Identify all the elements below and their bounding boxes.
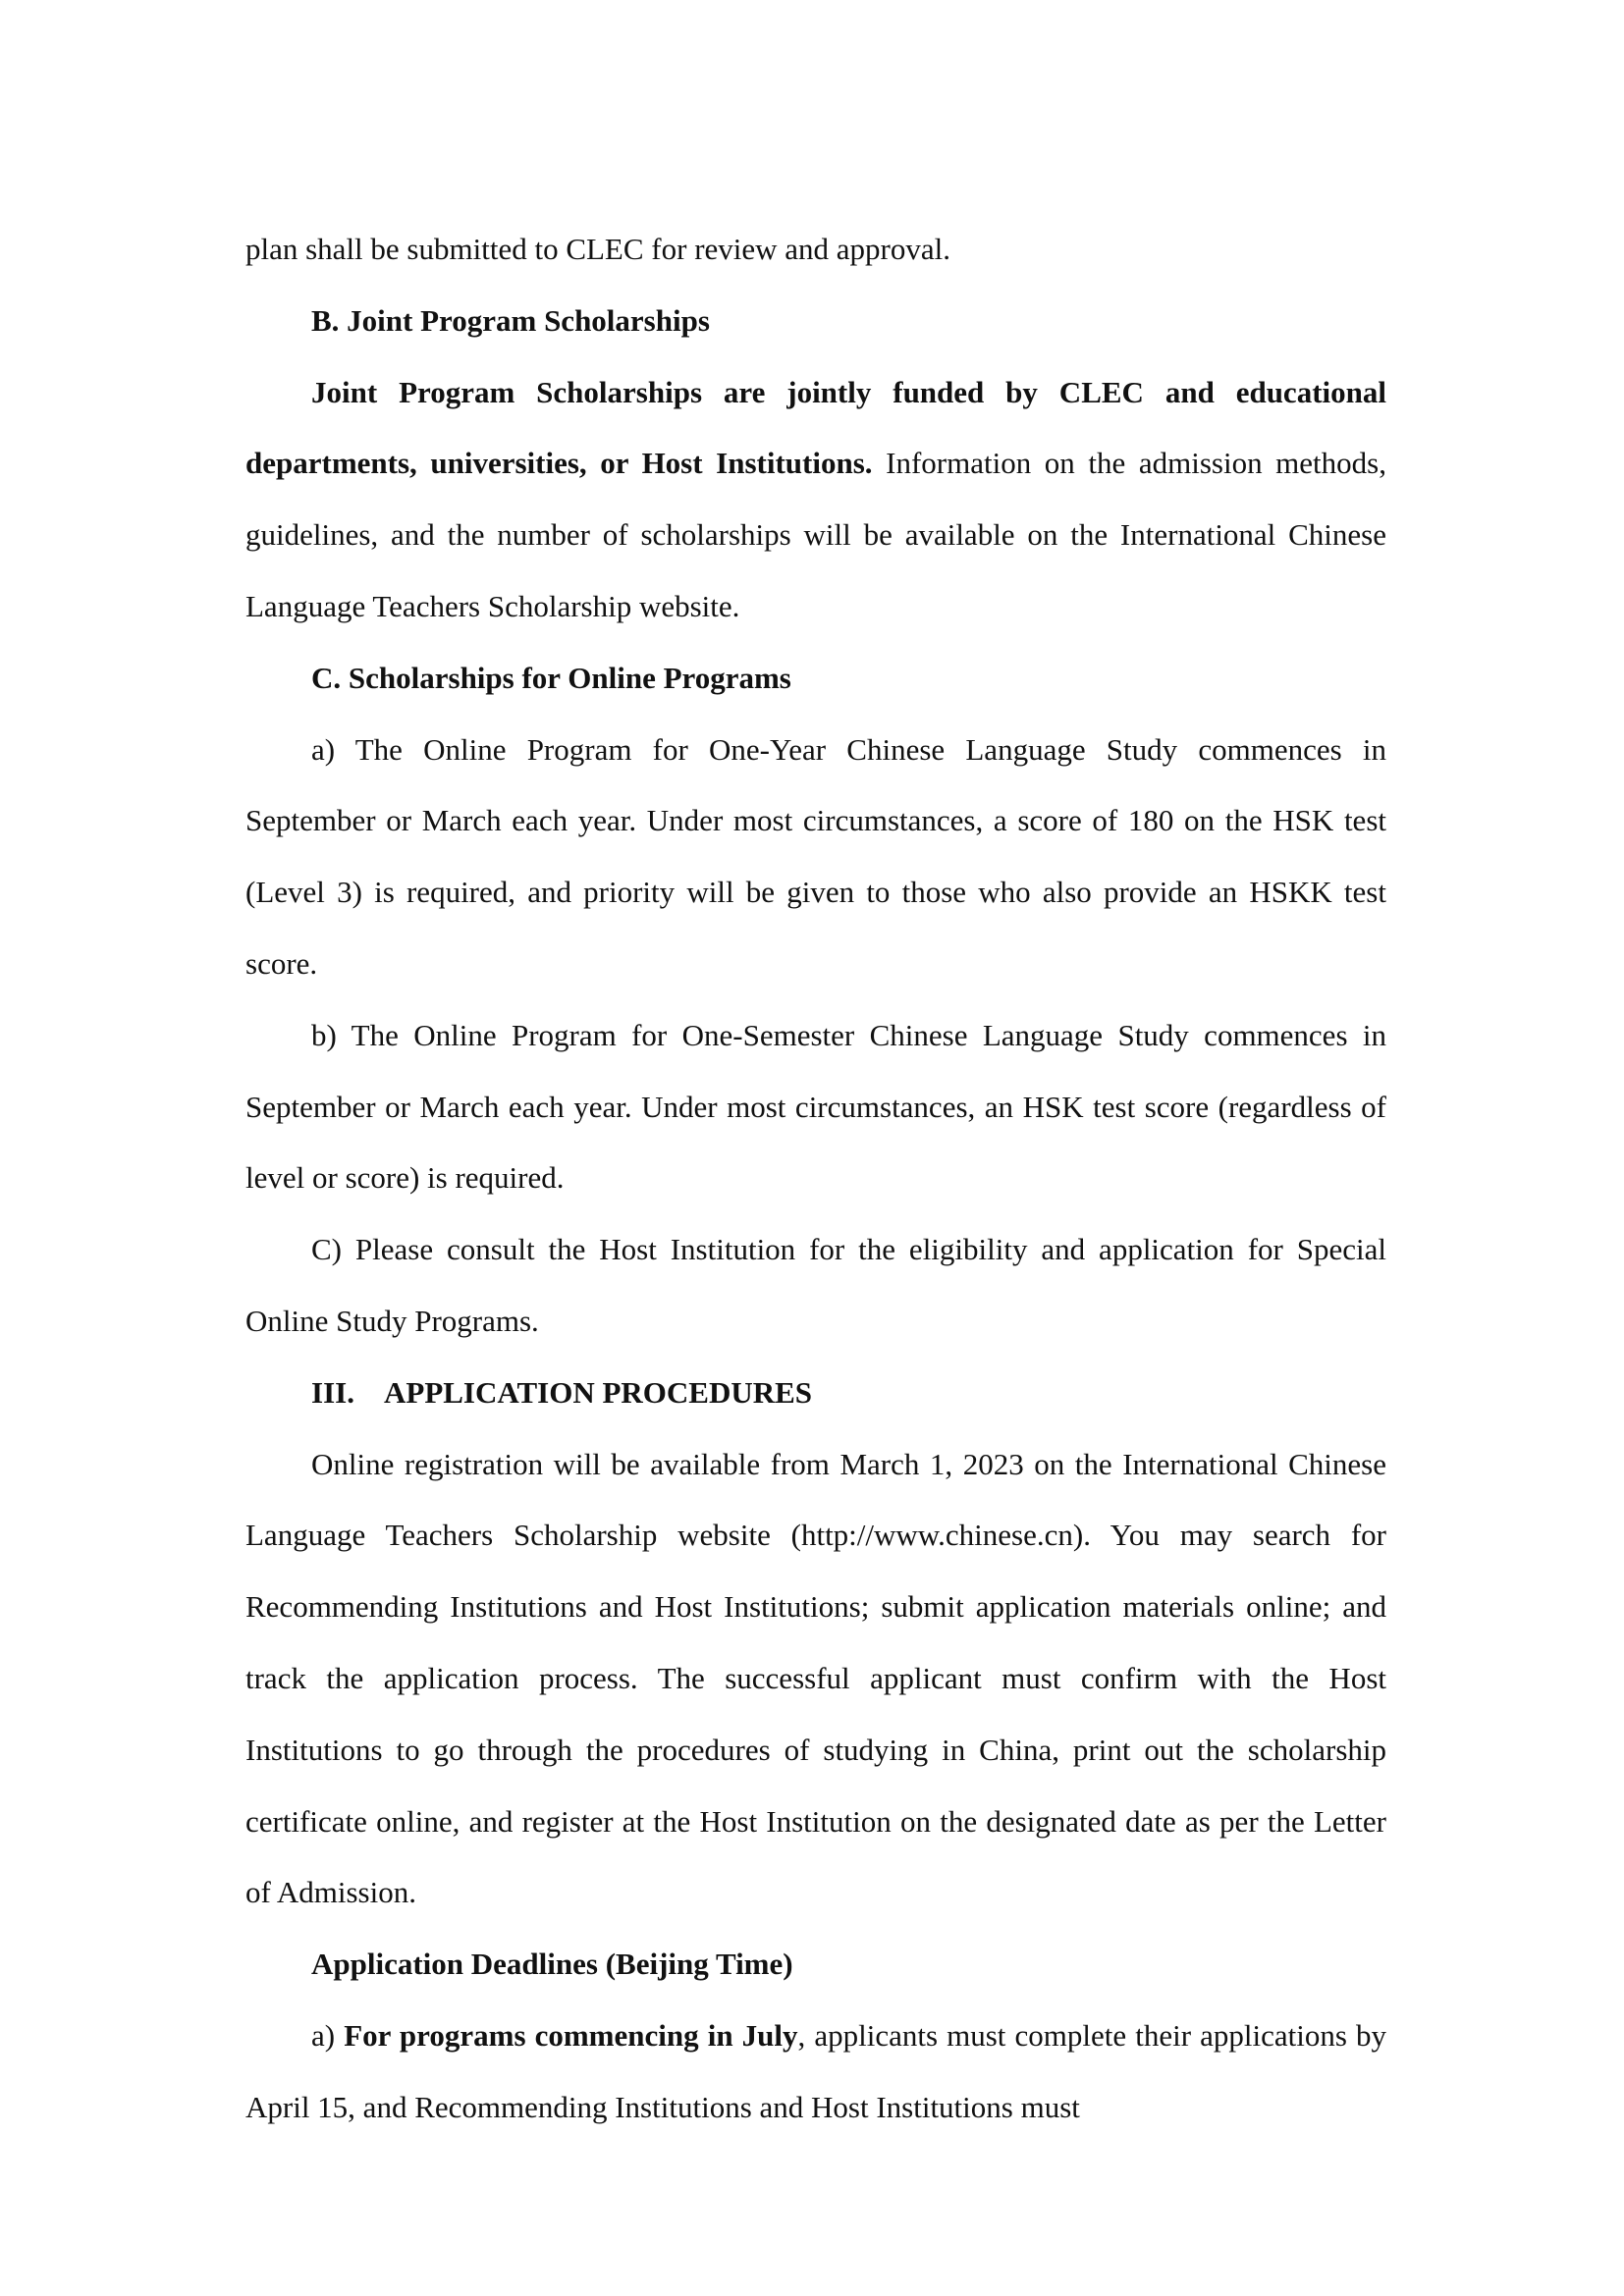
- body-text: [245, 214, 1386, 2144]
- paragraph-online-one-year: a) The Online Program for One-Year Chinese Language Study commences in September or March each year. Under most circumstances, a score of 180 on the HSK test (Level 3) is required, and priority will be given to those who also provide an HSKK test score.: [245, 731, 1386, 981]
- deadline-text: , applicants must complete their applications by April 15, and Recommending Institutions and Host Institutions must: [245, 2017, 1387, 2124]
- paragraph-joint-program: [245, 357, 1386, 643]
- paragraph-special-online: C) Please consult the Host Institution for the eligibility and application for Special Online Study Programs.: [245, 1232, 1386, 1338]
- heading-application-procedures: [245, 1358, 1386, 1429]
- paragraph-deadline-july: [245, 2001, 1386, 2144]
- heading-application-deadlines: Application Deadlines (Beijing Time): [311, 1947, 793, 1982]
- deadline-bold-text: For programs commencing in July: [344, 2017, 798, 2053]
- section-title: APPLICATION PROCEDURES: [384, 1374, 813, 1410]
- joint-program-text: Information on the admission methods, guidelines, and the number of scholarships will be available on the International Chinese Language Teachers Scholarship website.: [245, 446, 1386, 623]
- heading-joint-program-scholarships: B. Joint Program Scholarships: [311, 302, 710, 338]
- deadline-prefix: a): [311, 2017, 345, 2053]
- paragraph-online-one-semester: b) The Online Program for One-Semester Chinese Language Study commences in September or March each year. Under most circumstances, an HSK test score (regardless of level or score) is required.: [245, 1017, 1386, 1196]
- paragraph-plan-approval: plan shall be submitted to CLEC for review and approval.: [245, 232, 950, 266]
- joint-program-bold-text: Joint Program Scholarships are jointly funded by CLEC and educational departments, universities, or Host Institutions.: [245, 374, 1386, 481]
- heading-online-programs: C. Scholarships for Online Programs: [311, 660, 791, 695]
- section-number: III.: [311, 1374, 354, 1410]
- paragraph-online-registration: Online registration will be available from March 1, 2023 on the International Chinese Language Teachers Scholarship website (http://www.chinese.cn). You may search for Recommending Institutions and Host Institutions; submit application materials online; and track the application process. The successful applicant must confirm with the Host Institutions to go through the procedures of studying in China, print out the scholarship certificate online, and register at the Host Institution on the designated date as per the Letter of Admission.: [245, 1446, 1386, 1910]
